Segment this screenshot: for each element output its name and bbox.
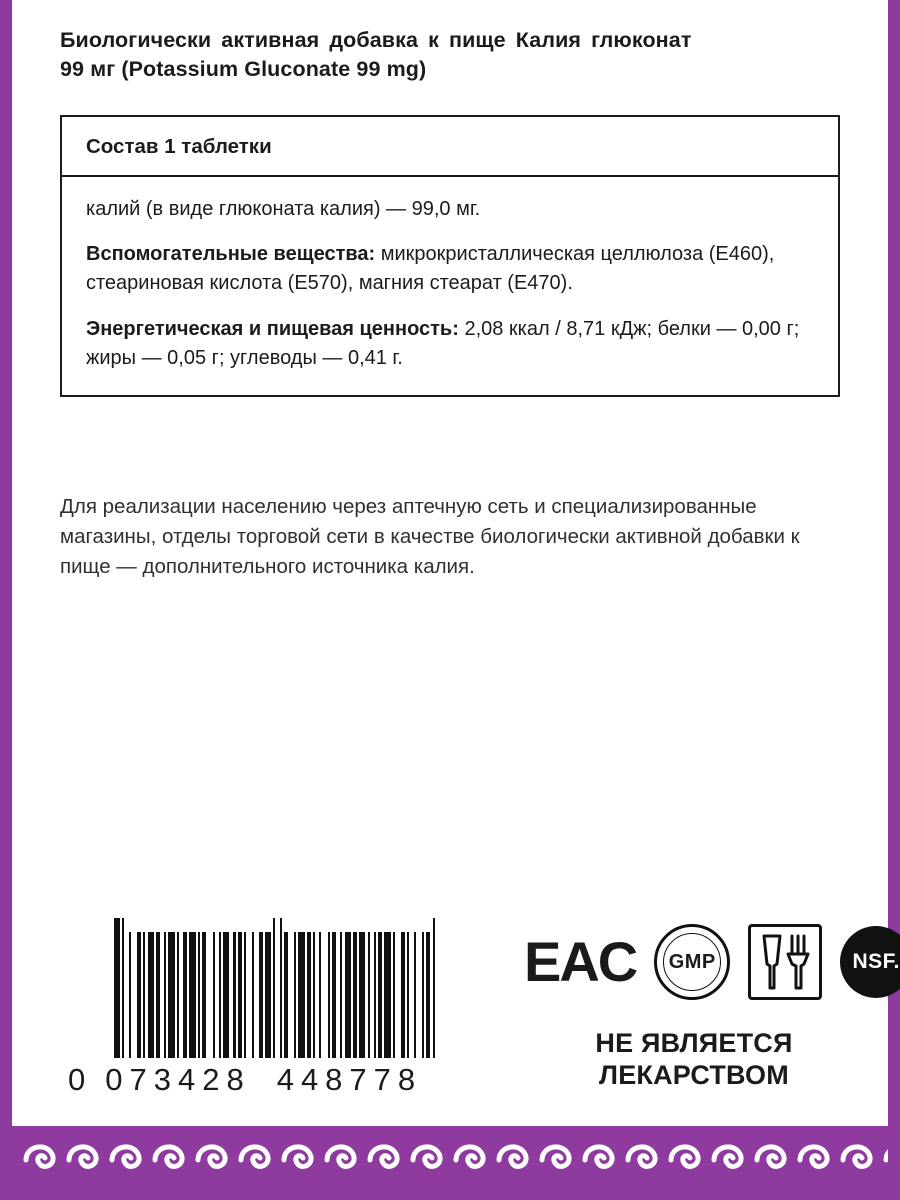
barcode-image <box>114 918 468 1058</box>
label-page <box>12 0 900 1200</box>
barcode-group-1: 073428 <box>105 1062 251 1097</box>
composition-body <box>62 177 838 395</box>
barcode-digits <box>68 1062 468 1098</box>
composition-excipients-label: Вспомогательные вещества: <box>86 243 376 266</box>
distribution-note: Для реализации населению через аптечную сеть и специализированные магазины, отделы торговой сети в качестве биологически активной добавки к пище — дополнительного источника калия. <box>60 495 800 578</box>
composition-box <box>60 115 840 397</box>
barcode-block <box>68 918 468 1098</box>
left-edge-strip <box>0 0 12 1200</box>
product-title-line-1: Биологически активная добавка к пище Калия глюконат <box>60 28 692 52</box>
composition-heading: Состав 1 таблетки <box>62 117 838 177</box>
eac-icon: EAC <box>524 930 637 993</box>
nsf-label: NSF. <box>852 950 900 973</box>
composition-active-ingredient: калий (в виде глюконата калия) — 99,0 мг. <box>86 198 481 220</box>
disclaimer-line-2: ЛЕКАРСТВОМ <box>599 1059 789 1090</box>
certification-marks <box>524 924 900 1000</box>
barcode-group-2: 448778 <box>276 1062 423 1097</box>
composition-excipients-text: микрокристаллическая целлюлоза (Е460), стеариновая кислота (Е570), магния стеарат (Е470). <box>86 243 775 295</box>
composition-nutrition-label: Энергетическая и пищевая ценность: <box>86 317 459 340</box>
gmp-icon <box>654 924 730 1000</box>
product-title-line-2: 99 мг (Potassium Gluconate 99 mg) <box>60 56 427 81</box>
composition-excipients <box>86 240 814 298</box>
composition-nutrition-text: 2,08 ккал / 8,71 кДж; белки — 0,00 г; жиры — 0,05 г; углеводы — 0,41 г. <box>86 317 800 369</box>
disclaimer-line-1: НЕ ЯВЛЯЕТСЯ <box>595 1028 793 1058</box>
bottom-wave-band <box>12 1126 888 1200</box>
nsf-icon <box>840 926 900 998</box>
not-a-medicine-disclaimer <box>524 1028 864 1092</box>
glass-and-fork-icon <box>748 924 822 1000</box>
gmp-label: GMP <box>668 950 716 973</box>
right-edge-strip <box>888 0 900 1200</box>
product-title <box>60 26 780 83</box>
barcode-lead-digit: 0 <box>68 1062 88 1097</box>
composition-nutrition <box>86 315 814 373</box>
